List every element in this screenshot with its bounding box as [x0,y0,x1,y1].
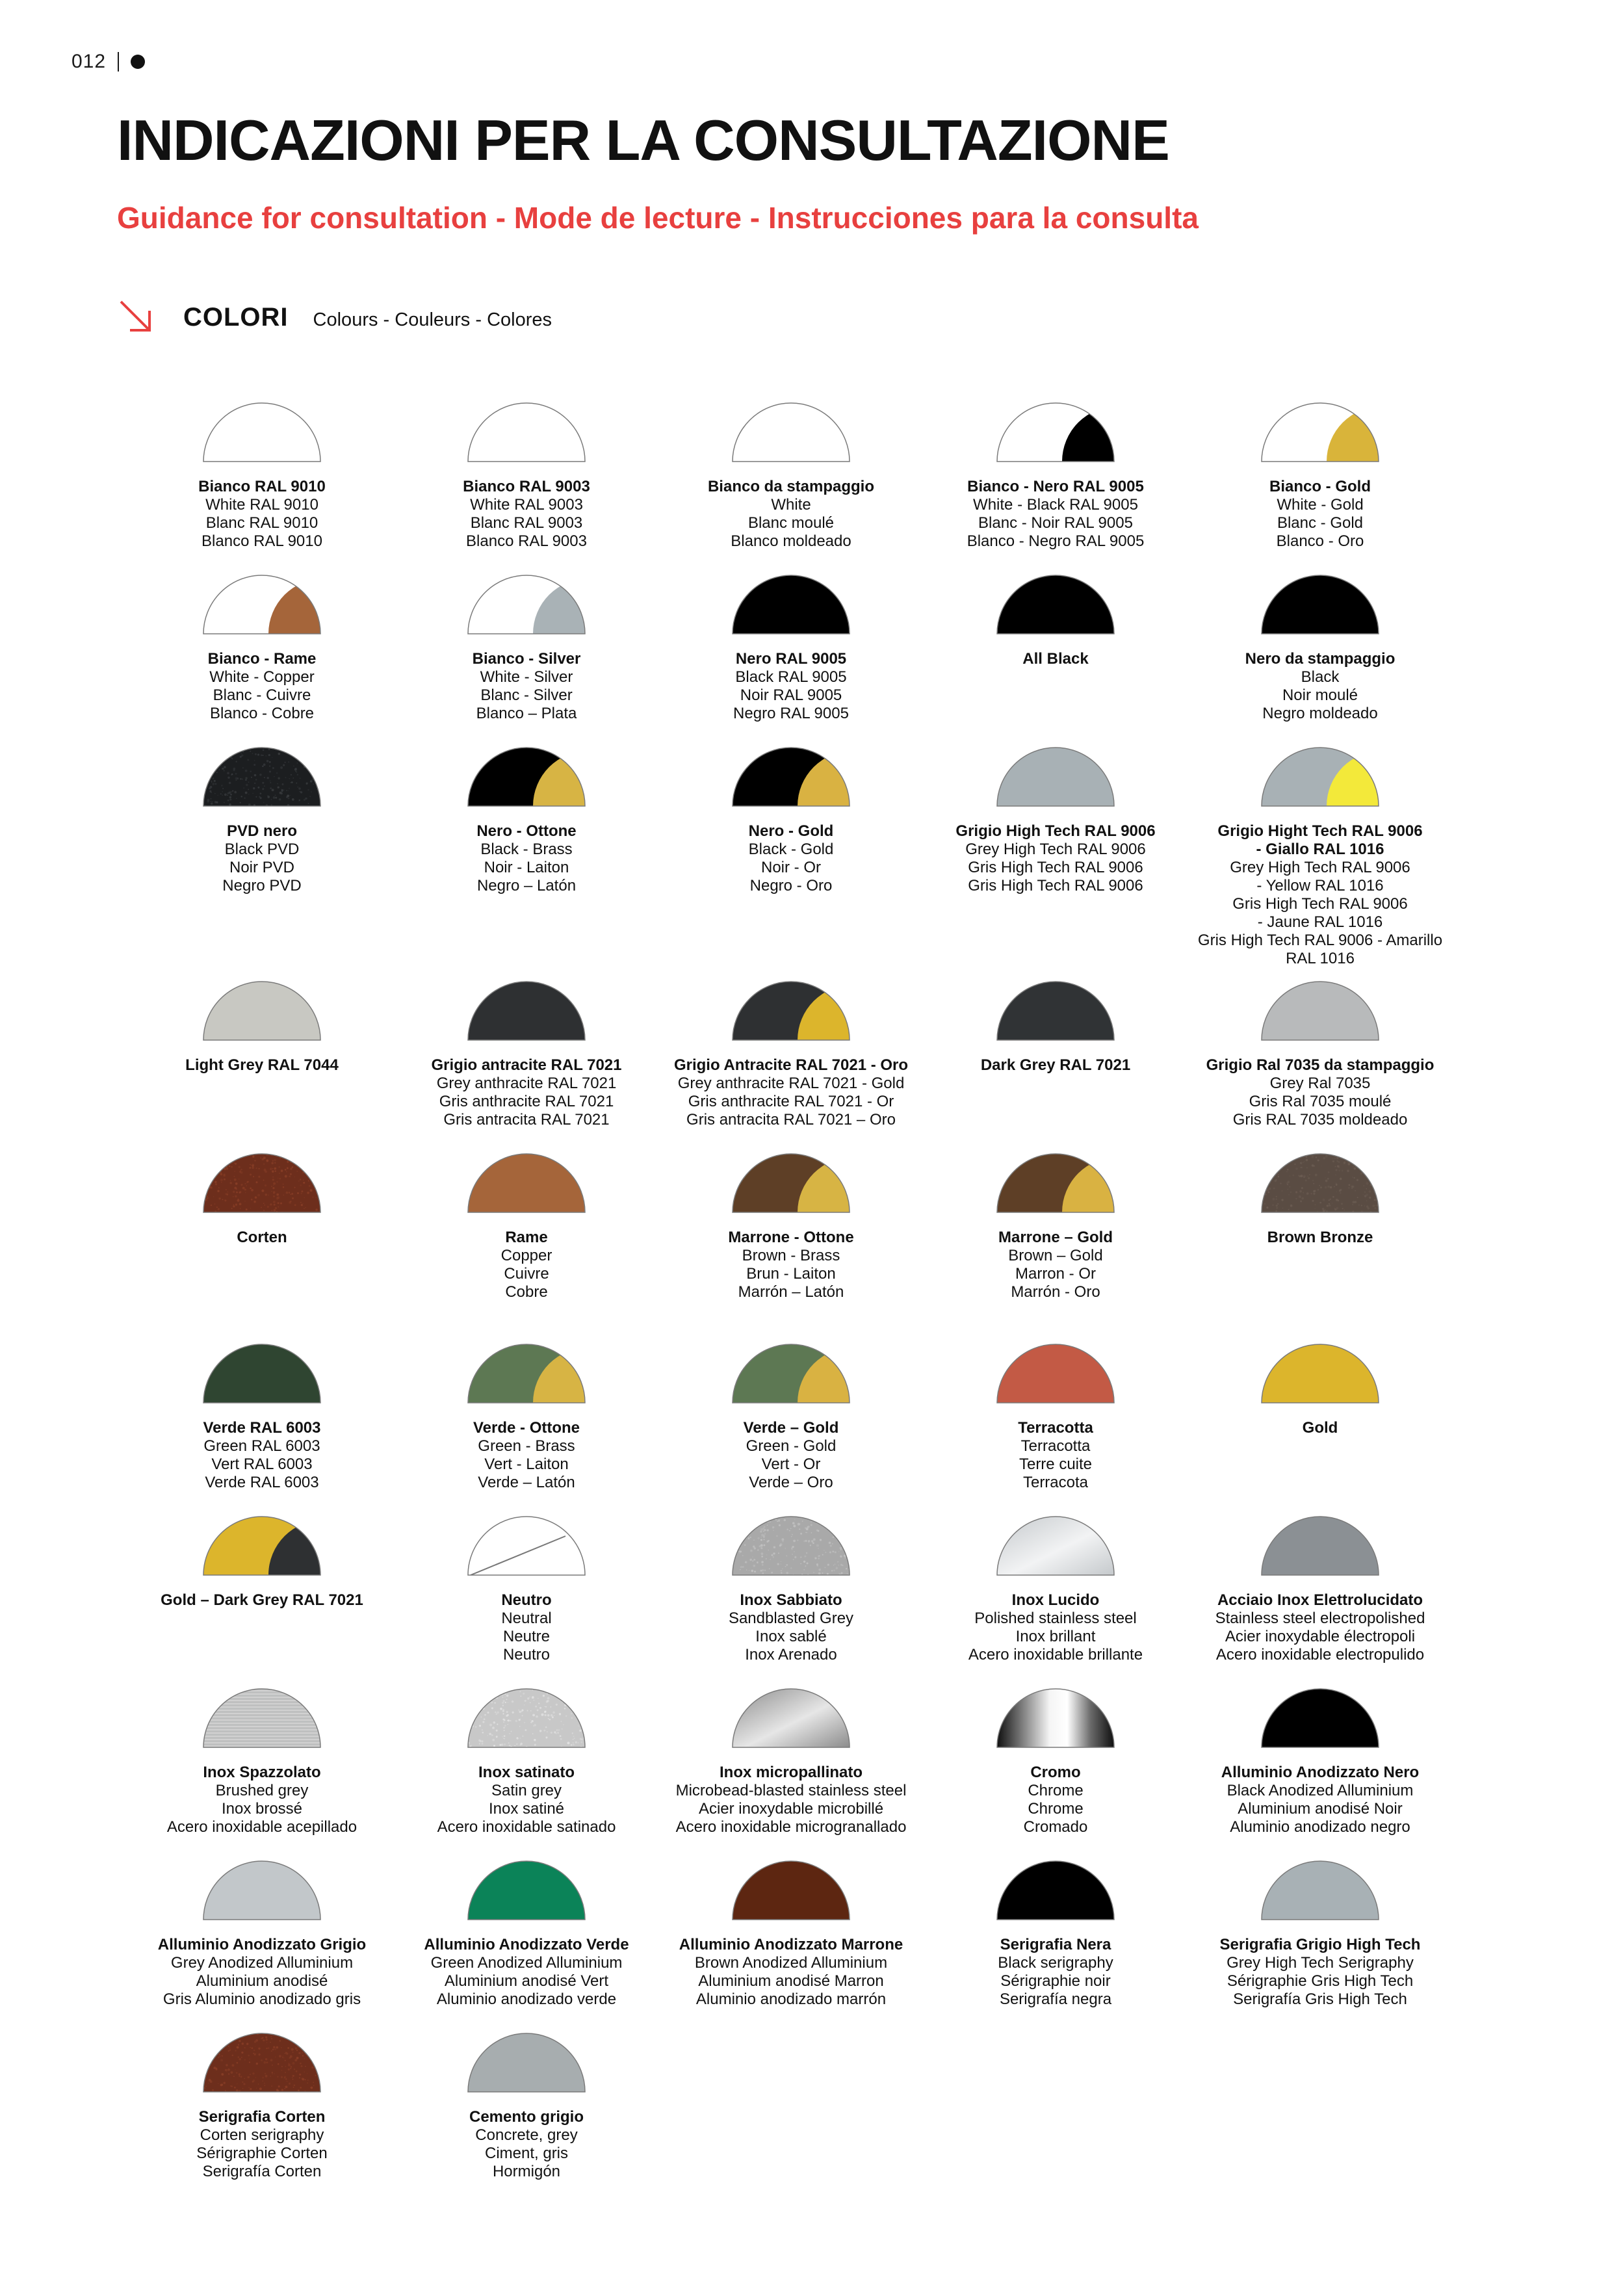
swatch-name: Alluminio Anodizzato Nero [1221,1764,1420,1781]
swatch-label [668,1056,915,1129]
swatch-translation: Aluminio anodizado marrón [695,1990,887,2008]
half-circle-swatch-icon [997,575,1114,634]
swatch-label [932,1591,1179,1664]
swatch-name: Serigrafia Corten [198,2108,326,2126]
swatch-label [668,1936,915,2009]
swatch-label [1197,650,1444,723]
swatch-translation: Gris High Tech RAL 9006 - Amarillo [1197,932,1443,949]
swatch-label [403,1056,650,1129]
swatch-label [138,478,385,551]
swatch-label [1197,1056,1444,1129]
swatch-name: Inox Sabbiato [740,1591,842,1609]
color-swatch [1197,748,1444,982]
swatch-translation: Blanc RAL 9003 [470,514,583,532]
swatch-translation: Noir moulé [1282,686,1358,704]
swatch-label [403,478,650,551]
swatch-translation: Acier inoxydable microbillé [698,1800,884,1818]
section-header [117,298,552,337]
swatch-label [403,1591,650,1664]
swatch-translation: Grey anthracite RAL 7021 [436,1075,617,1092]
swatch-label [1197,1764,1444,1836]
swatch-translation: Cobre [505,1283,548,1301]
swatch-translation: Serigrafía negra [999,1990,1112,2008]
swatch-label [668,650,915,723]
half-circle-swatch-icon [1262,575,1379,634]
half-circle-swatch-icon [1262,1344,1379,1403]
swatch-name: Grigio Hight Tech RAL 9006 [1217,822,1423,840]
swatch-label [932,650,1179,668]
half-circle-swatch-icon [468,403,585,462]
swatch-name: Verde – Gold [743,1419,839,1437]
swatch-name: Nero RAL 9005 [735,650,847,668]
swatch-translation: Corten serigraphy [200,2126,324,2144]
swatch-translation: Blanco – Plata [476,705,577,722]
color-swatch [932,748,1179,982]
swatch-translation: Grey anthracite RAL 7021 - Gold [677,1075,905,1092]
swatch-translation: Noir RAL 9005 [740,686,842,704]
swatch-translation: Black - Brass [480,841,573,858]
swatch-name: Bianco RAL 9003 [463,478,590,495]
swatch-name: Bianco - Gold [1269,478,1371,495]
swatch-translation: Black Anodized Alluminium [1227,1782,1414,1799]
half-circle-swatch-icon [997,1344,1114,1403]
swatch-translation: Inox brillant [1015,1628,1096,1645]
swatch-translation: Chrome [1028,1800,1084,1818]
half-circle-swatch-icon [203,403,320,462]
swatch-name: Nero da stampaggio [1245,650,1396,668]
swatch-translation: Verde RAL 6003 [205,1474,319,1491]
swatch-name: Verde - Ottone [473,1419,580,1437]
swatch-name: Grigio Antracite RAL 7021 - Oro [673,1056,909,1074]
swatch-translation: Inox brossé [221,1800,303,1818]
swatch-name: Alluminio Anodizzato Verde [424,1936,629,1953]
swatch-translation: Satin grey [491,1782,562,1799]
color-swatch [403,2033,650,2267]
swatch-translation: Aluminio anodizado negro [1230,1818,1410,1836]
page-subtitle: Guidance for consultation - Mode de lecture - Instrucciones para la consulta [117,201,1199,235]
swatch-translation: Blanco RAL 9010 [201,532,322,550]
swatch-name: Gold [1302,1419,1338,1437]
swatch-label [138,1936,385,2009]
half-circle-swatch-icon [203,1344,320,1403]
swatch-translation: Green - Brass [478,1437,575,1455]
swatch-translation: Gris Aluminio anodizado gris [162,1990,361,2008]
half-circle-swatch-icon [468,748,585,806]
half-circle-swatch-icon [203,748,320,806]
swatch-translation: Ciment, gris [484,2145,569,2162]
swatch-name: All Black [1022,650,1089,668]
swatch-translation: Brun - Laiton [746,1265,836,1283]
swatch-name: Grigio antracite RAL 7021 [431,1056,622,1074]
swatch-translation: Blanco RAL 9003 [466,532,587,550]
swatch-name: Brown Bronze [1267,1229,1373,1246]
swatch-label [932,1419,1179,1492]
swatch-translation: Acero inoxidable brillante [968,1646,1143,1663]
half-circle-swatch-icon [733,1689,850,1747]
half-circle-swatch-icon [203,1517,320,1575]
swatch-label [668,1229,915,1301]
section-subtitle: Colours - Couleurs - Colores [313,309,552,330]
swatch-name: Inox satinato [478,1764,575,1781]
swatch-translation: Terre cuite [1019,1455,1093,1473]
swatch-translation: Inox Arenado [745,1646,837,1663]
swatch-translation: Terracotta [1020,1437,1091,1455]
half-circle-swatch-icon [468,1344,585,1403]
swatch-translation: Green Anodized Alluminium [430,1954,623,1972]
swatch-translation: - Jaune RAL 1016 [1257,913,1383,931]
half-circle-swatch-icon [733,403,850,462]
swatch-label [138,2108,385,2181]
swatch-translation: Inox satiné [488,1800,565,1818]
swatch-label [932,822,1179,895]
half-circle-swatch-icon [468,575,585,634]
swatch-name: Grigio Ral 7035 da stampaggio [1206,1056,1435,1074]
swatch-name: Dark Grey RAL 7021 [980,1056,1131,1074]
swatch-translation: Blanco moldeado [731,532,851,550]
swatch-translation: Black - Gold [748,841,834,858]
swatch-translation: Terracota [1022,1474,1089,1491]
swatch-translation: Marrón - Oro [1011,1283,1100,1301]
arrow-down-right-icon [117,298,156,337]
section-title: COLORI [183,302,289,332]
swatch-translation: Polished stainless steel [974,1610,1137,1627]
half-circle-swatch-icon [1262,403,1379,462]
swatch-name: Cromo [1030,1764,1081,1781]
swatch-translation: Grey High Tech Serigraphy [1227,1954,1414,1972]
page-number-text: 012 [71,51,107,72]
half-circle-swatch-icon [733,1517,850,1575]
swatch-label [668,1591,915,1664]
swatch-label [403,1419,650,1492]
swatch-label [403,1764,650,1836]
swatch-label [668,1764,915,1836]
swatch-name: Neutro [501,1591,552,1609]
swatch-translation: Gris RAL 7035 moldeado [1232,1111,1408,1128]
swatch-label [932,478,1179,551]
swatch-translation: Vert - Laiton [484,1455,569,1473]
swatch-translation: Hormigón [492,2163,561,2180]
swatch-name: Inox Lucido [1011,1591,1100,1609]
half-circle-swatch-icon [203,2033,320,2092]
swatch-name: Nero - Gold [748,822,834,840]
half-circle-swatch-icon [733,982,850,1040]
half-circle-swatch-icon [997,1517,1114,1575]
swatch-translation: Acero inoxidable satinado [437,1818,616,1836]
swatch-translation: Noir PVD [229,859,295,876]
page-title: INDICAZIONI PER LA CONSULTAZIONE [117,108,1169,172]
swatch-translation: White - Silver [480,668,573,686]
swatch-label [138,1591,385,1610]
swatch-translation: Chrome [1028,1782,1084,1799]
swatch-label [1197,1229,1444,1247]
swatch-translation: Copper [500,1247,552,1264]
color-swatch [138,2033,385,2267]
swatch-translation: White - Gold [1277,496,1364,514]
swatch-label [932,1229,1179,1301]
swatch-translation: Blanc - Cuivre [213,686,311,704]
swatch-name: Nero - Ottone [476,822,577,840]
swatch-translation: Aluminio anodizado verde [436,1990,617,2008]
swatch-label [138,650,385,723]
swatch-translation: Black PVD [224,841,300,858]
color-swatch [668,748,915,982]
swatch-name: - Giallo RAL 1016 [1256,841,1384,858]
swatch-translation: Grey High Tech RAL 9006 [1230,859,1410,876]
swatch-translation: Serigrafía Gris High Tech [1233,1990,1407,2008]
swatch-label [138,1419,385,1492]
swatch-translation: Black RAL 9005 [735,668,847,686]
half-circle-swatch-icon [468,2033,585,2092]
swatch-label [668,1419,915,1492]
swatch-translation: Acero inoxidable electropulido [1215,1646,1425,1663]
color-swatch [668,1861,915,2095]
swatch-translation: Vert RAL 6003 [211,1455,313,1473]
swatch-label [932,1056,1179,1075]
swatch-translation: Green RAL 6003 [203,1437,320,1455]
swatch-name: Bianco - Rame [207,650,317,668]
swatch-name: Inox micropallinato [719,1764,863,1781]
swatch-translation: Serigrafía Corten [202,2163,322,2180]
swatch-name: Cemento grigio [469,2108,584,2126]
page-dot-icon [131,55,145,69]
swatch-translation: White RAL 9003 [470,496,583,514]
swatch-translation: Sérigraphie noir [1000,1972,1111,1990]
swatch-translation: Stainless steel electropolished [1215,1610,1425,1627]
swatch-translation: White [771,496,811,514]
swatch-translation: Aluminium anodisé [196,1972,328,1990]
swatch-name: Alluminio Anodizzato Marrone [679,1936,903,1953]
half-circle-swatch-icon [203,1689,320,1747]
swatch-name: Alluminio Anodizzato Grigio [157,1936,367,1953]
swatch-translation: Negro moldeado [1262,705,1378,722]
swatch-translation: Gris antracita RAL 7021 [443,1111,610,1128]
swatch-label [1197,1419,1444,1437]
half-circle-swatch-icon [1262,1861,1379,1920]
swatch-label [668,822,915,895]
swatch-translation: Brown Anodized Alluminium [694,1954,888,1972]
swatch-translation: Acero inoxidable acepillado [166,1818,357,1836]
half-circle-swatch-icon [733,575,850,634]
swatch-label [1197,1591,1444,1664]
swatch-translation: Neutre [502,1628,551,1645]
half-circle-swatch-icon [1262,1154,1379,1212]
swatch-translation: Noir - Or [761,859,821,876]
swatch-translation: Gris antracita RAL 7021 – Oro [686,1111,896,1128]
half-circle-swatch-icon [733,1344,850,1403]
swatch-translation: Gris High Tech RAL 9006 [968,859,1143,876]
swatch-translation: Verde – Oro [749,1474,833,1491]
swatch-name: PVD nero [226,822,298,840]
swatch-translation: Vert - Or [761,1455,821,1473]
swatch-label [932,1764,1179,1836]
swatch-label [932,1936,1179,2009]
swatch-label [138,1056,385,1075]
swatch-translation: Gris anthracite RAL 7021 [439,1093,614,1110]
swatch-translation: Neutro [502,1646,551,1663]
page-number-divider [118,52,119,72]
color-swatch [932,1861,1179,2095]
half-circle-swatch-icon [733,1154,850,1212]
swatch-translation: Cuivre [504,1265,549,1283]
swatch-translation: Brown – Gold [1008,1247,1103,1264]
half-circle-swatch-icon [203,982,320,1040]
swatch-translation: Blanco - Oro [1276,532,1364,550]
half-circle-swatch-icon [468,1154,585,1212]
half-circle-swatch-icon [468,1861,585,1920]
swatch-label [138,1229,385,1247]
half-circle-swatch-icon [1262,748,1379,806]
swatch-label [403,822,650,895]
swatch-translation: Verde – Latón [478,1474,575,1491]
half-circle-swatch-icon [997,1689,1114,1747]
swatch-translation: Black serigraphy [998,1954,1113,1972]
swatch-translation: Grey Ral 7035 [1269,1075,1371,1092]
swatch-translation: Marron - Or [1015,1265,1096,1283]
swatch-translation: Microbead-blasted stainless steel [675,1782,907,1799]
swatch-translation: Acero inoxidable microgranallado [675,1818,907,1836]
swatch-name: Marrone – Gold [998,1229,1113,1246]
half-circle-swatch-icon [1262,982,1379,1040]
swatch-translation: Gris High Tech RAL 9006 [1232,895,1408,913]
swatch-label [403,1229,650,1301]
half-circle-swatch-icon [203,575,320,634]
swatch-name: Serigrafia Grigio High Tech [1219,1936,1421,1953]
half-circle-swatch-icon [203,1154,320,1212]
swatch-translation: Gris Ral 7035 moulé [1249,1093,1392,1110]
swatch-name: Light Grey RAL 7044 [185,1056,339,1074]
swatch-translation: Negro – Latón [476,877,577,894]
swatch-translation: Black [1301,668,1340,686]
color-swatch [1197,1861,1444,2095]
swatch-label [138,822,385,895]
swatch-translation: Negro PVD [222,877,302,894]
half-circle-swatch-icon [997,403,1114,462]
swatch-translation: Aluminium anodisé Vert [444,1972,609,1990]
swatch-translation: Cromado [1023,1818,1088,1836]
swatch-translation: White - Black RAL 9005 [973,496,1138,514]
swatch-label [138,1764,385,1836]
swatch-label [1197,822,1444,968]
swatch-name: Bianco RAL 9010 [198,478,326,495]
swatch-translation: Inox sablé [755,1628,827,1645]
swatch-translation: Marrón – Latón [738,1283,844,1301]
swatch-translation: Green - Gold [746,1437,837,1455]
half-circle-swatch-icon [997,1154,1114,1212]
swatch-name: Inox Spazzolato [203,1764,321,1781]
swatch-translation: Blanc RAL 9010 [205,514,318,532]
swatch-translation: Blanc moulé [747,514,835,532]
half-circle-swatch-icon [468,1689,585,1747]
swatch-translation: Brown - Brass [742,1247,840,1264]
half-circle-swatch-icon [997,748,1114,806]
swatch-translation: Grey Anodized Alluminium [170,1954,354,1972]
swatch-translation: Sandblasted Grey [728,1610,854,1627]
swatch-translation: Sérigraphie Gris High Tech [1227,1972,1414,1990]
swatch-label [403,2108,650,2181]
swatch-name: Bianco - Silver [472,650,581,668]
swatch-translation: Aluminium anodisé Noir [1238,1800,1403,1818]
half-circle-swatch-icon [468,982,585,1040]
swatch-label [1197,478,1444,551]
swatch-translation: Blanco - Negro RAL 9005 [967,532,1145,550]
swatch-label [403,1936,650,2009]
half-circle-swatch-icon [997,1861,1114,1920]
swatch-translation: Blanc - Silver [480,686,573,704]
page-number [71,51,145,73]
swatch-translation: Grey High Tech RAL 9006 [965,841,1146,858]
swatch-translation: RAL 1016 [1286,950,1355,967]
color-swatch [138,748,385,982]
swatch-label [1197,1936,1444,2009]
swatch-translation: Gris anthracite RAL 7021 - Or [688,1093,894,1110]
swatch-translation: Brushed grey [215,1782,309,1799]
half-circle-swatch-icon [1262,1689,1379,1747]
half-circle-swatch-icon [997,982,1114,1040]
swatch-translation: Negro RAL 9005 [733,705,849,722]
swatch-name: Bianco - Nero RAL 9005 [967,478,1144,495]
swatch-label [668,478,915,551]
swatch-translation: Gris High Tech RAL 9006 [968,877,1143,894]
color-swatch [403,748,650,982]
swatch-name: Bianco da stampaggio [707,478,875,495]
swatch-translation: Blanc - Noir RAL 9005 [978,514,1133,532]
swatch-name: Grigio High Tech RAL 9006 [955,822,1156,840]
swatch-translation: Aluminium anodisé Marron [698,1972,884,1990]
half-circle-swatch-icon [733,748,850,806]
swatch-translation: Noir - Laiton [484,859,569,876]
half-circle-swatch-icon [203,1861,320,1920]
swatch-translation: White RAL 9010 [205,496,318,514]
swatch-name: Rame [505,1229,548,1246]
half-circle-swatch-icon [733,1861,850,1920]
half-circle-swatch-icon [1262,1517,1379,1575]
swatch-name: Terracotta [1018,1419,1093,1437]
swatch-translation: White - Copper [209,668,315,686]
swatch-label [403,650,650,723]
swatch-translation: Acier inoxydable électropoli [1225,1628,1416,1645]
swatch-translation: Negro - Oro [749,877,833,894]
swatch-translation: Blanc - Gold [1277,514,1364,532]
swatch-name: Corten [237,1229,287,1246]
swatch-translation: Concrete, grey [475,2126,578,2144]
swatch-name: Gold – Dark Grey RAL 7021 [161,1591,363,1609]
swatch-name: Verde RAL 6003 [203,1419,321,1437]
swatch-name: Marrone - Ottone [728,1229,854,1246]
swatch-name: Serigrafia Nera [1000,1936,1111,1953]
swatch-translation: Neutral [501,1610,552,1627]
swatch-translation: Sérigraphie Corten [196,2145,328,2162]
swatch-name: Acciaio Inox Elettrolucidato [1217,1591,1423,1609]
half-circle-swatch-icon [468,1517,585,1575]
swatch-translation: Blanco - Cobre [209,705,315,722]
swatch-translation: - Yellow RAL 1016 [1256,877,1384,894]
